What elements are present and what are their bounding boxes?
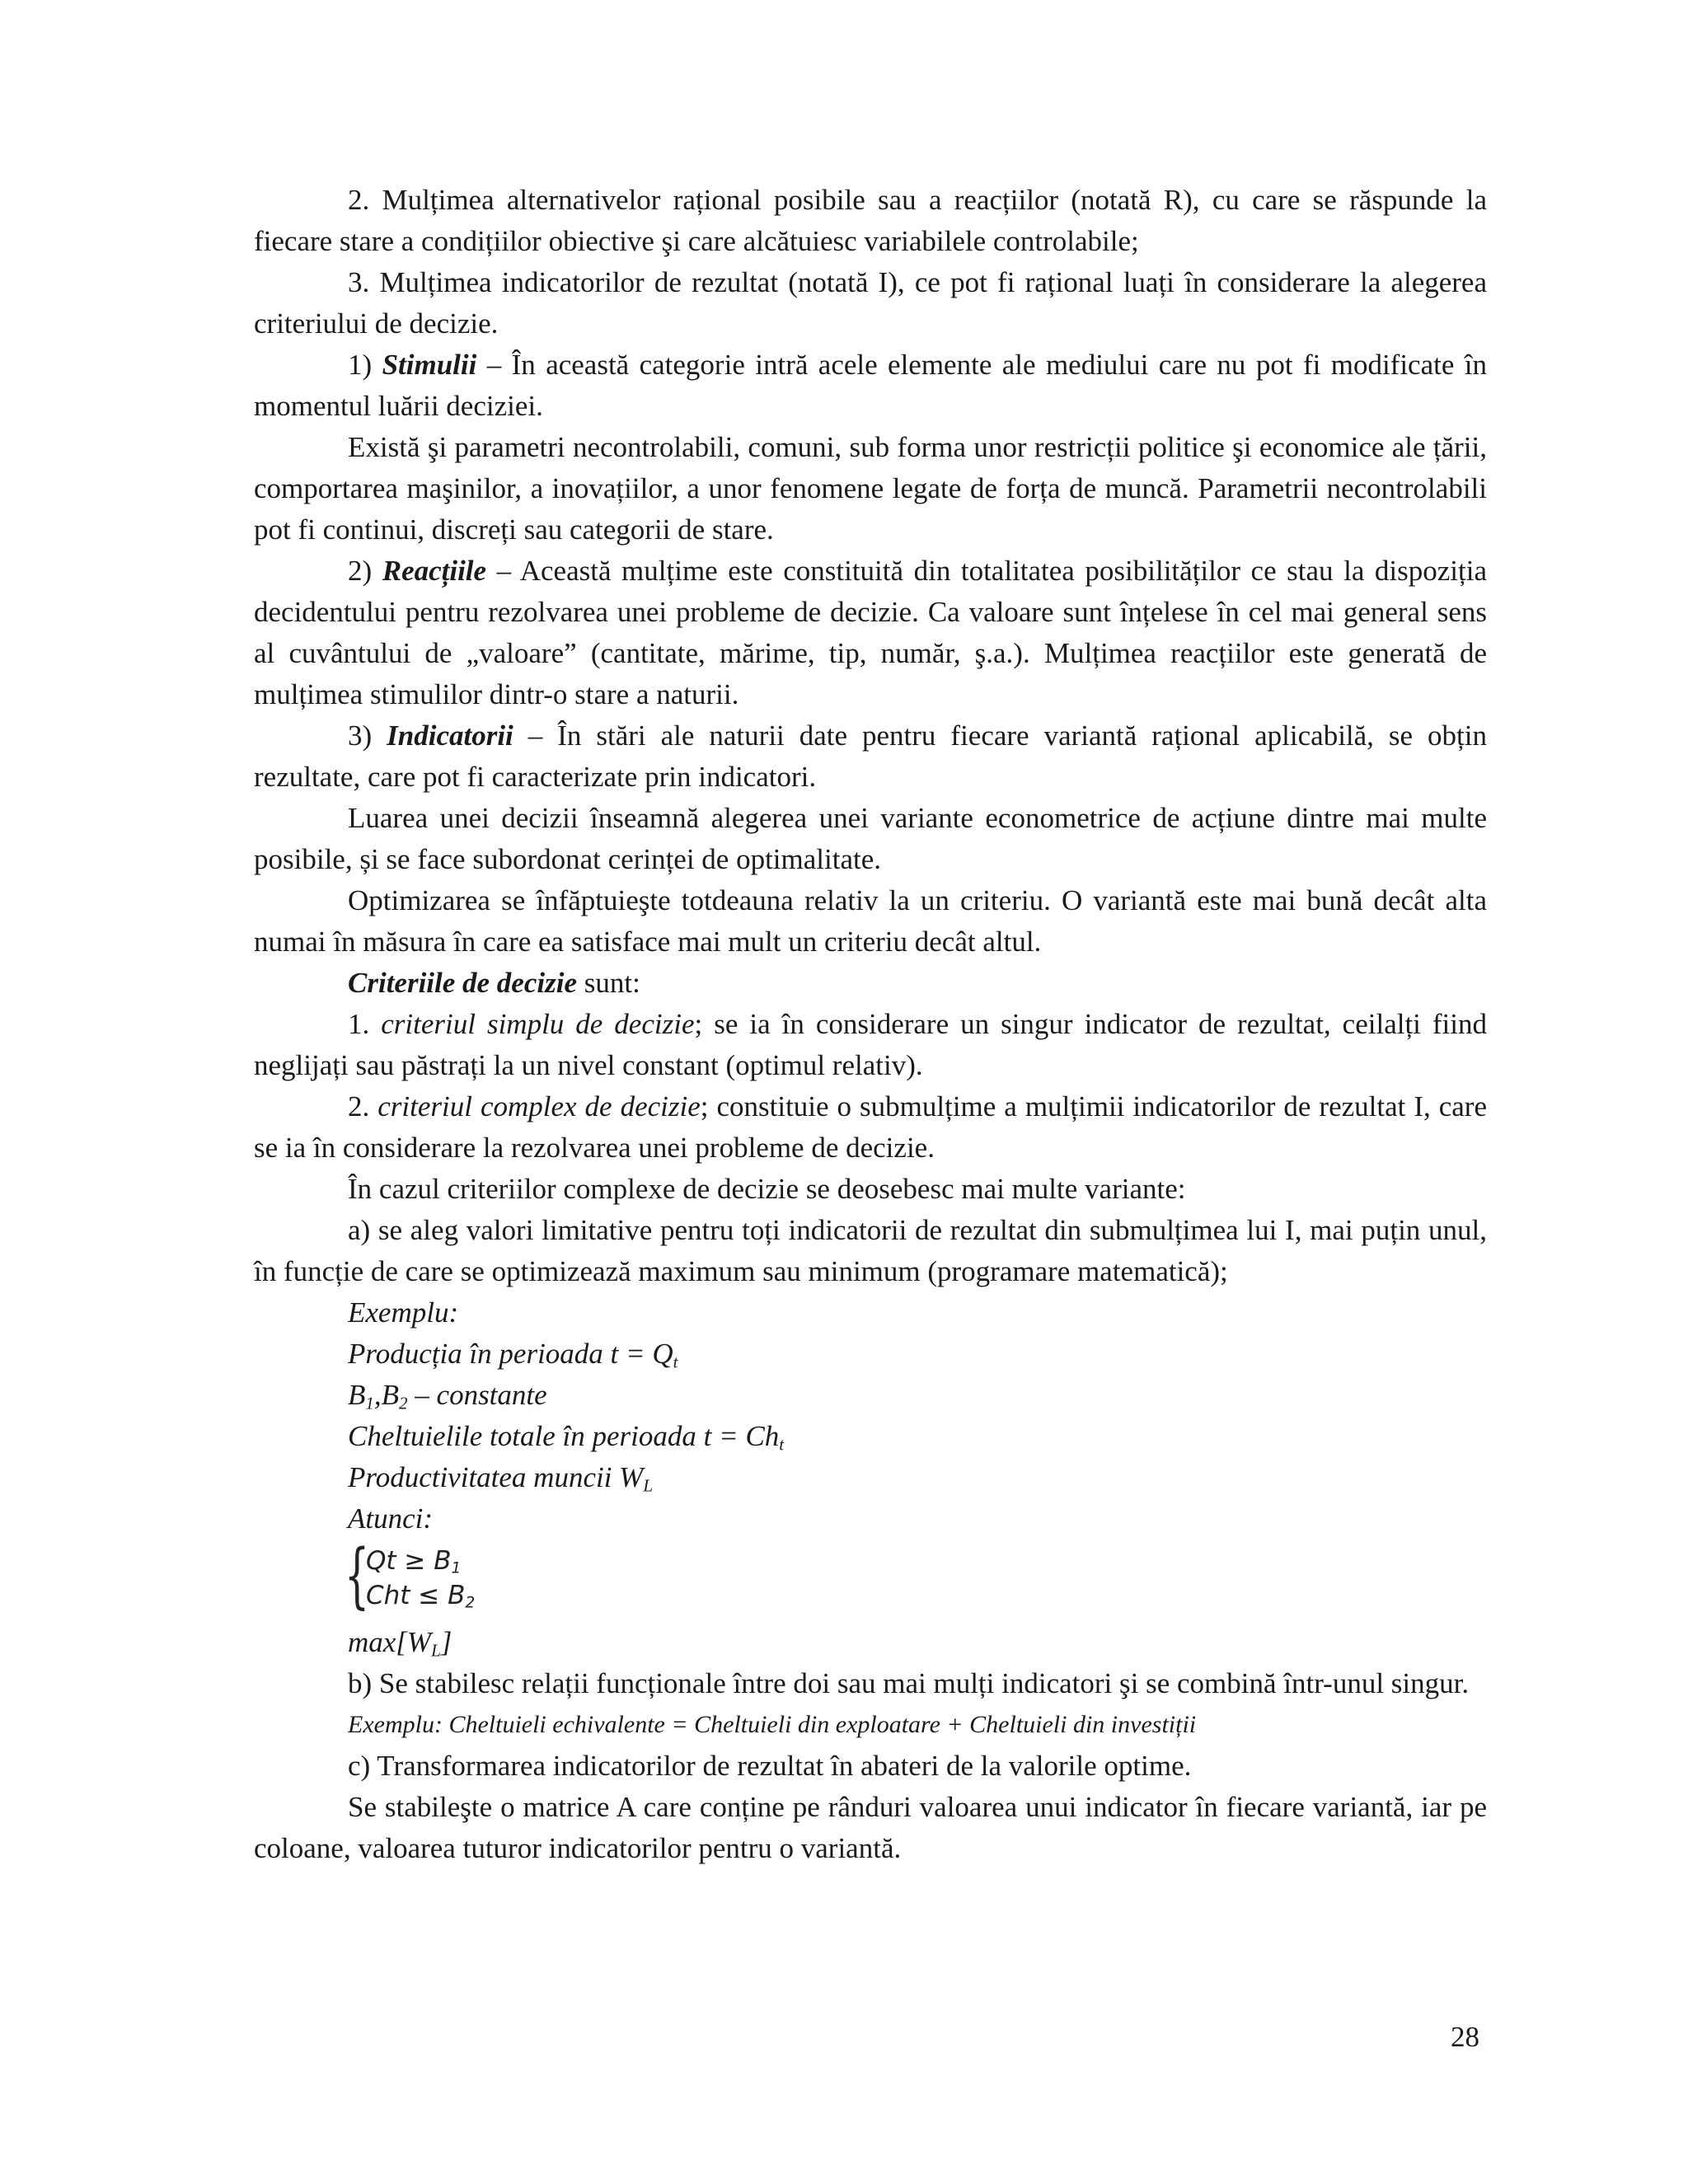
- paragraph-stimuli: [254, 344, 1487, 427]
- paragraph-text: ; se ia în considerare un singur indicator de rezultat, ceilalți fiind neglijați sau păstrați la un nivel constant (optimul relativ).: [254, 1008, 1487, 1081]
- paragraph-decision-making: [254, 798, 1487, 880]
- subscript: 2: [465, 1594, 476, 1612]
- paragraph-criteria-heading: [254, 963, 1487, 1004]
- body-text: [254, 180, 1487, 1869]
- example-equivalent-costs: [254, 1704, 1487, 1746]
- paragraph-text: Există şi parametri necontrolabili, comuni, sub forma unor restricții politice şi economice ale țării, comportarea maşinilor, a inovațiilor, a unor fenomene legate de forța de muncă. Parametrii necontrolabili pot fi continui, discreți sau categorii de stare.: [254, 431, 1487, 546]
- paragraph-uncontrollable-parameters: [254, 427, 1487, 551]
- paragraph-text: – În stări ale naturii date pentru fiecare variantă rațional aplicabilă, se obțin rezultate, care pot fi caracterizate prin indicatori.: [254, 719, 1487, 793]
- paragraph-indicators: [254, 715, 1487, 798]
- formula-text: Qt ≥ B: [366, 1546, 452, 1576]
- paragraph-indicators-set: [254, 262, 1487, 344]
- paragraph-text: 3. Mulțimea indicatorilor de rezultat (notată I), ce pot fi rațional luați în considerare la alegerea criteriului de decizie.: [254, 266, 1487, 340]
- term-complex-criterion: criteriul complex de decizie: [377, 1090, 701, 1122]
- paragraph-text: sunt:: [576, 967, 640, 999]
- term-indicators: Indicatorii: [387, 719, 513, 752]
- example-productivity: [254, 1457, 1487, 1498]
- example-label-text: Exemplu:: [348, 1296, 459, 1329]
- paragraph-optimization: [254, 880, 1487, 963]
- paragraph-text: Optimizarea se înfăptuieşte totdeauna relativ la un criteriu. O variantă este mai bună decât alta numai în măsura în care ea satisface mai mult un criteriu decât altul.: [254, 884, 1487, 958]
- paragraph-text: – În această categorie intră acele elemente ale mediului care nu pot fi modificate în momentul luării deciziei.: [254, 349, 1488, 422]
- paragraph-reactions: [254, 551, 1487, 715]
- paragraph-text: ; constituie o submulțime a mulțimii indicatorilor de rezultat I, care se ia în considerare la rezolvarea unei probleme de decizie.: [254, 1090, 1487, 1164]
- example-constant-b: ,B: [373, 1379, 400, 1411]
- paragraph-text: Luarea unei decizii înseamnă alegerea unei variante econometrice de acțiune dintre mai multe posibile, și se face subordonat cerinței de optimalitate.: [254, 802, 1487, 875]
- term-simple-criterion: criteriul simplu de decizie: [381, 1008, 695, 1040]
- subscript: 1: [365, 1393, 374, 1413]
- subscript: t: [779, 1434, 785, 1455]
- example-total-costs: [254, 1416, 1487, 1457]
- example-constant-b: B: [348, 1379, 366, 1411]
- example-label: [254, 1292, 1487, 1333]
- example-total-costs-text: Cheltuielile totale în perioada t = Ch: [348, 1420, 780, 1452]
- left-brace: {: [345, 1535, 370, 1617]
- paragraph-text: Se stabileşte o matrice A care conține pe rânduri valoarea unui indicator în fiecare variantă, iar pe coloane, valoarea tuturor indicatorilor pentru o variantă.: [254, 1791, 1487, 1864]
- item-number: 2): [348, 555, 382, 587]
- paragraph-complex-variants: [254, 1169, 1487, 1210]
- formula-text: Cht ≤ B: [366, 1581, 466, 1610]
- example-production-text: Producția în perioada t = Q: [348, 1338, 673, 1370]
- paragraph-text: Exemplu: Cheltuieli echivalente = Cheltuieli din exploatare + Cheltuieli din investiții: [348, 1711, 1197, 1738]
- example-max-close: ]: [440, 1626, 452, 1658]
- example-max: [254, 1622, 1487, 1663]
- item-number: 2.: [348, 1090, 378, 1122]
- formula-line-2: [366, 1579, 475, 1612]
- example-then-text: Atunci:: [348, 1502, 434, 1535]
- item-number: 1): [348, 349, 382, 381]
- subscript: L: [431, 1640, 441, 1661]
- example-constants: [254, 1375, 1487, 1416]
- example-max-text: max[W: [348, 1626, 432, 1658]
- paragraph-text: c) Transformarea indicatorilor de rezultat în abateri de la valorile optime.: [348, 1750, 1192, 1782]
- paragraph-text: a) se aleg valori limitative pentru toți indicatorii de rezultat din submulțimea lui I, mai puțin unul, în funcție de care se optimizează maximum sau minimum (programare matematică);: [254, 1214, 1487, 1287]
- term-reactions: Reacțiile: [382, 555, 487, 587]
- paragraph-simple-criterion: [254, 1004, 1487, 1086]
- subscript: t: [673, 1352, 678, 1372]
- formula-line-1: [366, 1544, 461, 1577]
- paragraph-reactions-set: [254, 180, 1487, 262]
- paragraph-text: b) Se stabilesc relații funcționale între doi sau mai mulți indicatori şi se combină într-unul singur.: [348, 1667, 1470, 1699]
- constraint-system-formula: [345, 1535, 1487, 1622]
- paragraph-variant-c: [254, 1746, 1487, 1787]
- example-constants-text: – constante: [407, 1379, 547, 1411]
- paragraph-text: – Această mulțime este constituită din totalitatea posibilităților ce stau la dispoziția decidentului pentru rezolvarea unei probleme de decizie. Ca valoare sunt înțelese în cel mai general sens al cuvântului de „valoare” (cantitate, mărime, tip, număr, ş.a.). Mulțimea reacțiilor este generată de mulțimea stimulilor dintr-o stare a naturii.: [254, 555, 1487, 710]
- page-number: 28: [1451, 2021, 1479, 2053]
- example-productivity-text: Productivitatea muncii W: [348, 1461, 644, 1493]
- example-then: [254, 1498, 1487, 1540]
- subscript: 2: [399, 1393, 408, 1413]
- item-number: 1.: [348, 1008, 382, 1040]
- paragraph-variant-b: [254, 1663, 1487, 1704]
- paragraph-complex-criterion: [254, 1086, 1487, 1169]
- item-number: 3): [348, 719, 387, 752]
- subscript: 1: [451, 1559, 462, 1577]
- example-production: [254, 1333, 1487, 1375]
- paragraph-text: 2. Mulțimea alternativelor rațional posibile sau a reacțiilor (notată R), cu care se răspunde la fiecare stare a condițiilor obiective şi care alcătuiesc variabilele controlabile;: [254, 184, 1487, 257]
- paragraph-variant-a: [254, 1210, 1487, 1292]
- paragraph-matrix: [254, 1787, 1487, 1869]
- term-decision-criteria: Criteriile de decizie: [348, 967, 577, 999]
- term-stimuli: Stimulii: [382, 349, 477, 381]
- paragraph-text: În cazul criteriilor complexe de decizie se deosebesc mai multe variante:: [348, 1173, 1186, 1205]
- subscript: L: [643, 1475, 654, 1496]
